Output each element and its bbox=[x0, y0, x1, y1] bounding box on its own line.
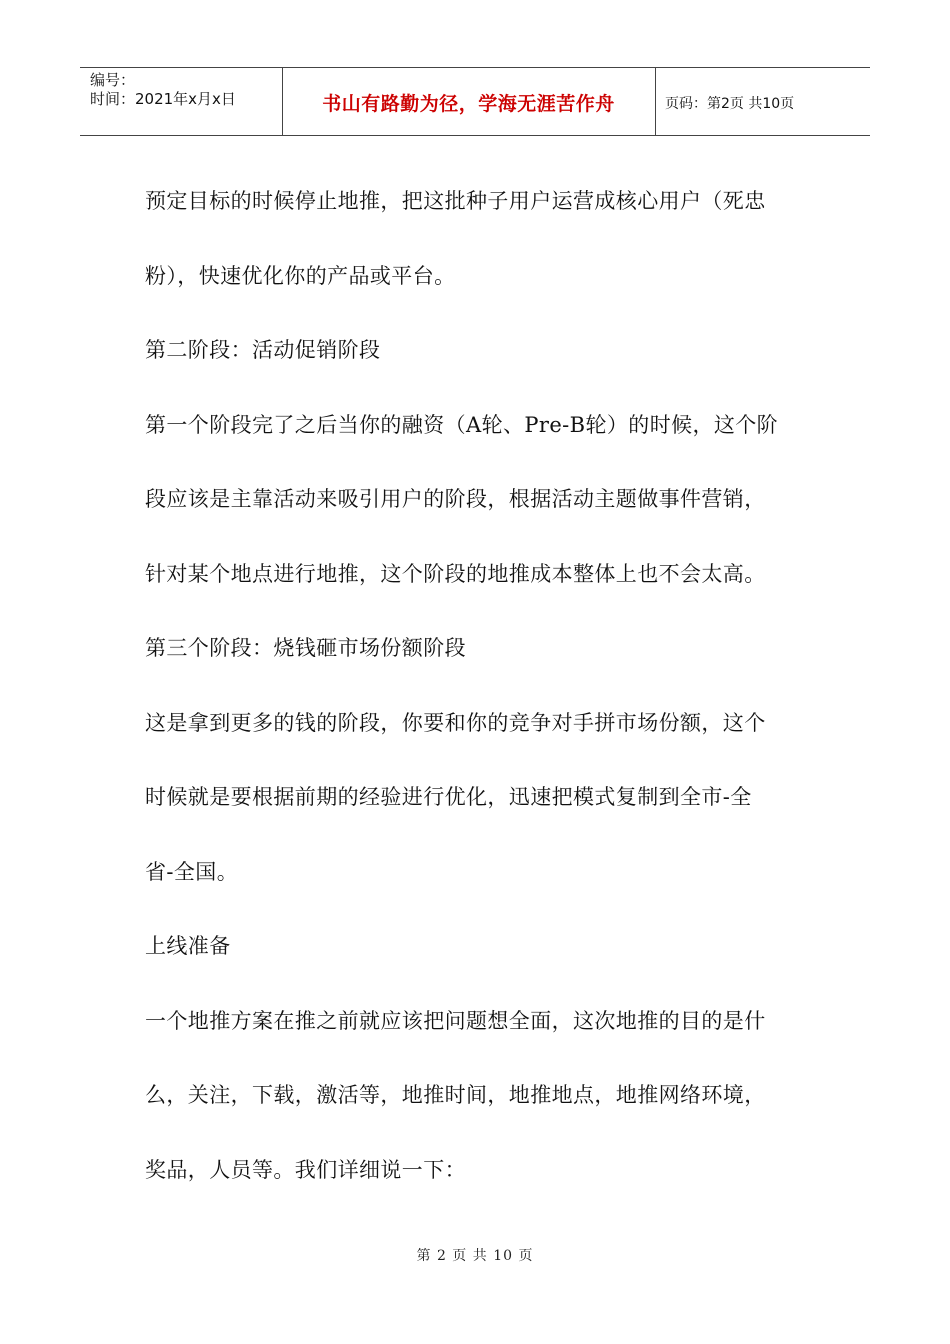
page-footer: 第 2 页 共 10 页 bbox=[416, 1248, 534, 1264]
section-heading: 上线准备 bbox=[145, 934, 231, 958]
document-body bbox=[145, 164, 810, 1207]
body-line: 时候就是要根据前期的经验进行优化，迅速把模式复制到全市-全 bbox=[145, 785, 752, 809]
body-line: 第一个阶段完了之后当你的融资（A轮、Pre-B轮）的时候，这个阶 bbox=[145, 412, 779, 437]
section-heading: 第二阶段：活动促销阶段 bbox=[145, 338, 381, 362]
header-page-info: 页码：第2页 共10页 bbox=[665, 95, 795, 112]
header-divider bbox=[655, 68, 656, 135]
body-line: 粉），快速优化你的产品或平台。 bbox=[145, 263, 456, 288]
body-line: 段应该是主靠活动来吸引用户的阶段，根据活动主题做事件营销， bbox=[145, 487, 766, 511]
number-label: 编号： bbox=[90, 71, 136, 89]
body-line: 这是拿到更多的钱的阶段，你要和你的竞争对手拼市场份额，这个 bbox=[145, 710, 766, 735]
body-line: 奖品，人员等。我们详细说一下： bbox=[145, 1157, 466, 1182]
header-meta bbox=[90, 71, 236, 109]
body-line: 一个地推方案在推之前就应该把问题想全面，这次地推的目的是什 bbox=[145, 1008, 766, 1033]
body-line: 针对某个地点进行地推，这个阶段的地推成本整体上也不会太高。 bbox=[145, 561, 766, 586]
document-header bbox=[80, 67, 870, 136]
body-line: 么，关注，下载，激活等，地推时间，地推地点，地推网络环境， bbox=[145, 1083, 766, 1107]
date-label: 时间：2021年x月x日 bbox=[90, 90, 236, 108]
body-line: 预定目标的时候停止地推，把这批种子用户运营成核心用户（死忠 bbox=[145, 189, 766, 213]
section-heading: 第三个阶段：烧钱砸市场份额阶段 bbox=[145, 636, 466, 660]
header-motto: 书山有路勤为径，学海无涯苦作舟 bbox=[322, 93, 615, 115]
body-line: 省-全国。 bbox=[145, 859, 239, 884]
